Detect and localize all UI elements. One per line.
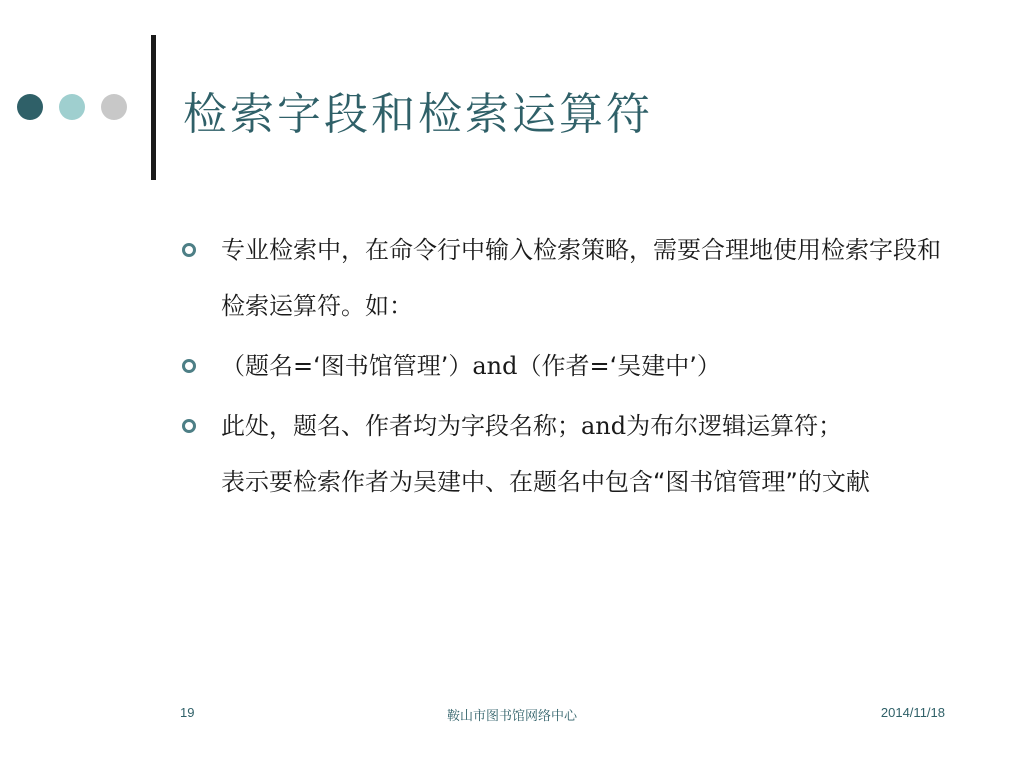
query-author-part: （作者=‘吴建中’） [517, 352, 721, 380]
title-divider [151, 35, 156, 180]
bullet-marker-icon [182, 243, 196, 257]
footer-organization: 鞍山市图书馆网络中心 [446, 708, 577, 723]
footer-date: 2014/11/18 [880, 705, 945, 720]
explanation-operator: and [581, 412, 627, 440]
slide-title: 检索字段和检索运算符 [183, 89, 653, 140]
query-operator: and [472, 352, 518, 380]
bullet-text-3 [221, 398, 870, 510]
bullet-marker-icon [182, 419, 196, 433]
dot-light-icon [59, 94, 85, 120]
bullet-text-2 [221, 338, 721, 394]
query-title-part: （题名=‘图书馆管理’） [221, 352, 473, 380]
decorative-dots [17, 94, 127, 120]
bullet-item-2 [182, 338, 962, 394]
bullet-marker-icon [182, 359, 196, 373]
explanation-line-2: 表示要检索作者为吴建中、在题名中包含“图书馆管理”的文献 [221, 468, 870, 496]
dot-gray-icon [101, 94, 127, 120]
bullet-item-3 [182, 398, 962, 510]
bullet-item-1 [182, 222, 962, 334]
bullet-list [182, 222, 962, 514]
explanation-part-a: 此处，题名、作者均为字段名称； [221, 412, 581, 440]
explanation-part-b: 为布尔逻辑运算符； [626, 412, 843, 440]
bullet-text-1: 专业检索中，在命令行中输入检索策略，需要合理地使用检索字段和检索运算符。如： [221, 236, 941, 320]
dot-dark-icon [17, 94, 43, 120]
page-number: 19 [180, 705, 195, 720]
